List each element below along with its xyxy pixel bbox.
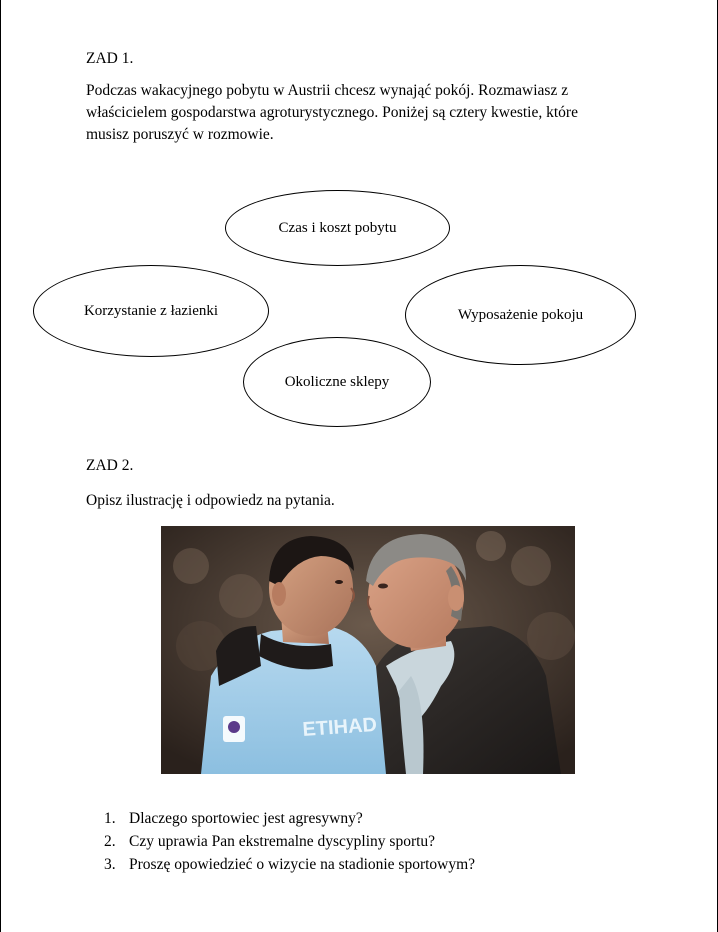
topic-label: Czas i koszt pobytu — [278, 219, 397, 236]
football-photo — [161, 526, 575, 774]
football-photo-illustration — [161, 526, 575, 774]
question-list — [104, 807, 475, 876]
topic-bubble-room-equipment — [405, 265, 636, 365]
jersey-sponsor-text: ETIHAD — [301, 713, 378, 741]
list-item — [104, 853, 475, 876]
task1-paragraph-line: właścicielem gospodarstwa agroturystycznego. Poniżej są cztery kwestie, które — [86, 104, 578, 121]
question-number: 2. — [104, 833, 116, 850]
topic-label: Korzystanie z łazienki — [83, 302, 219, 319]
task1-paragraph — [86, 80, 646, 146]
topic-label: Okoliczne sklepy — [284, 373, 390, 390]
question-number: 3. — [104, 856, 116, 873]
topic-bubble-time-cost — [225, 190, 450, 266]
question-text: Dlaczego sportowiec jest agresywny? — [129, 810, 363, 827]
task2-instruction: Opisz ilustrację i odpowiedz na pytania. — [86, 492, 335, 509]
list-item — [104, 830, 475, 853]
task2-heading: ZAD 2. — [86, 457, 134, 474]
task1-paragraph-line: musisz poruszyć w rozmowie. — [86, 126, 274, 143]
topic-label: Wyposażenie pokoju — [457, 306, 584, 323]
topic-bubble-bathroom — [33, 265, 269, 357]
topic-bubble-nearby-shops — [243, 337, 431, 427]
task1-paragraph-line: Podczas wakacyjnego pobytu w Austrii chcesz wynająć pokój. Rozmawiasz z — [86, 82, 569, 99]
task1-heading: ZAD 1. — [86, 50, 134, 67]
list-item — [104, 807, 475, 830]
question-text: Czy uprawia Pan ekstremalne dyscypliny sportu? — [129, 833, 436, 850]
question-text: Proszę opowiedzieć o wizycie na stadionie sportowym? — [129, 856, 476, 873]
question-number: 1. — [104, 810, 116, 827]
